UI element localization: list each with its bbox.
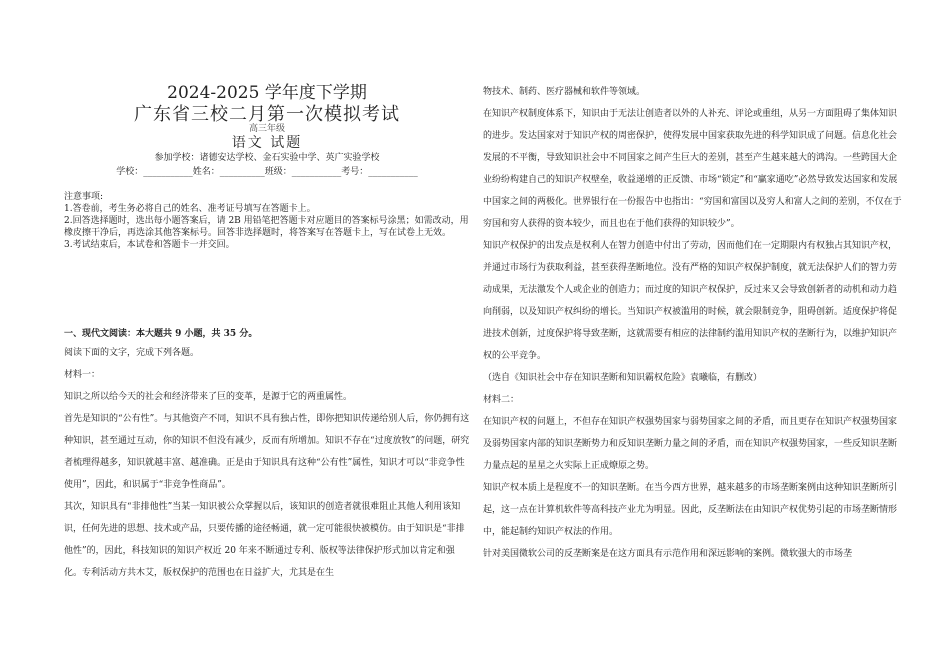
exam-name-title: 广东省三校二月第一次模拟考试 bbox=[134, 104, 400, 125]
paragraph: 物技术、制药、医疗器械和软件等领域。 bbox=[483, 87, 646, 97]
source-note: （选自《知识社会中存在知识垄断和知识霸权危险》袁曦临，有删改） bbox=[483, 373, 763, 383]
note-item: 1.答卷前，考生务必将自己的姓名、准考证号填写在答题卡上。 bbox=[64, 204, 316, 214]
paragraph: 知识产权本质上是程度不一的知识垄断。在当今西方世界，越来越多的市场垄断案例由这种知识垄断所引起，这一点在计算机软件等高科技产业尤为明显。因此，反垄断法在由知识产权优势引起的市场垄断情形中，能起制约知识产权法的作用。 bbox=[483, 483, 898, 537]
material1-label: 材料一： bbox=[64, 370, 101, 380]
paragraph: 针对美国微软公司的反垄断案是在这方面具有示范作用和深远影响的案例。微软强大的市场垄 bbox=[483, 549, 853, 559]
paragraph: 在知识产权制度体系下，知识由于无法让创造者以外的人补充、评论或重组，从另一方面阻碍了集体知识的进步。发达国家对于知识产权的周密保护，使得发展中国家获取先进的科学知识成了问题。信息化社会发展的不平衡，导致知识社会中不同国家之间产生巨大的差别，甚至产生越来越大的鸿沟。一些跨国大企业纷纷构建自己的知识产权壁垒，收益递增的正反馈、市场“锁定”和“赢家通吃”必然导致发达国家和发展中国家之间的两极化。世界银行在一份报告中也指出：“穷国和富国以及穷人和富人之间的差别，不仅在于穷国和穷人获得的资本较少，而且也在于他们获得的知识较少”。 bbox=[483, 109, 902, 229]
paragraph: 知识产权保护的出发点是权利人在智力创造中付出了劳动，因而他们在一定期限内有权独占其知识产权，并通过市场行为获取利益，甚至获得垄断地位。没有严格的知识产权保护制度，就无法保护人们的智力劳动成果，无法激发个人或企业的创造力；而过度的知识产权保护，反过来又会导致创新者的动机和动力趋向削弱，以及知识产权纠纷的增长。当知识产权被滥用的时候，就会限制竞争，阻碍创新。适度保护将促进技术创新，过度保护将导致垄断，这就需要有相应的法律制约滥用知识产权的垄断行为，以维护知识产权的公平竞争。 bbox=[483, 241, 898, 361]
exam-notes bbox=[64, 191, 472, 251]
note-item: 3.考试结束后，本试卷和答题卡一并交回。 bbox=[64, 240, 235, 250]
note-item: 2.回答选择题时，选出每小题答案后，请 2B 用铅笔把答题卡对应题目的答案标号涂黑；如需改动，用橡皮擦干净后，再选涂其他答案标号。回答非选择题时，将答案写在答题卡上，写在试卷上无效。 bbox=[64, 216, 469, 238]
left-body-text bbox=[64, 342, 472, 584]
grade-label: 高三年级 bbox=[248, 124, 285, 134]
material2-label: 材料二： bbox=[483, 395, 520, 405]
paragraph: 其次，知识具有“非排他性”当某一知识被公众掌握以后，该知识的创造者就很难阻止其他人利用该知识，任何先进的思想、技术或产品，只要传播的途径畅通，就一定可能很快被模仿。由于知识是“非排他性”的，因此，科技知识的知识产权近 20 年来不断通过专利、版权等法律保护形式加以肯定和强化。专利活动方共木艾，版权保护的范围也在日益扩大，尤其是在生 bbox=[64, 502, 465, 578]
paragraph: 在知识产权的问题上，不但存在知识产权强势国家与弱势国家之间的矛盾，而且更存在知识产权强势国家及弱势国家内部的知识垄断势力和反知识垄断力量之间的矛盾，而在知识产权强势国家，一些反知识垄断力量点起的星星之火实际上正成燎原之势。 bbox=[483, 417, 898, 471]
student-info-line: 学校：___________姓名：__________班级：___________考号：___________ bbox=[116, 167, 418, 177]
section-title: 一、现代文阅读：本大题共 9 小题，共 35 分。 bbox=[64, 329, 258, 339]
notes-heading: 注意事项: bbox=[64, 192, 104, 202]
subject-title: 语文 试题 bbox=[231, 135, 303, 151]
paragraph: 知识之所以给今天的社会和经济带来了巨的变革，是源于它的两重属性。 bbox=[64, 392, 353, 402]
exam-year-title: 2024-2025 学年度下学期 bbox=[167, 83, 367, 103]
paragraph: 首先是知识的“公有性”。与其他资产不同，知识不具有独占性，即你把知识传递给别人后，你仍拥有这种知识，甚至通过互动，你的知识不但没有减少，反而有所增加。知识不存在“过度放牧”的问题，研究者梳理得越多，知识就越丰富、越准确。正是由于知识具有这种“公有性”属性，知识才可以“非竞争性使用”，因此，和识属于“非竞争性商品”。 bbox=[64, 414, 470, 490]
participating-schools: 参加学校：诸德安达学校、金石实验中学、英广实验学校 bbox=[154, 153, 380, 163]
instruction: 阅读下面的文字，完成下列各题。 bbox=[64, 348, 200, 358]
right-body-text bbox=[483, 81, 903, 565]
